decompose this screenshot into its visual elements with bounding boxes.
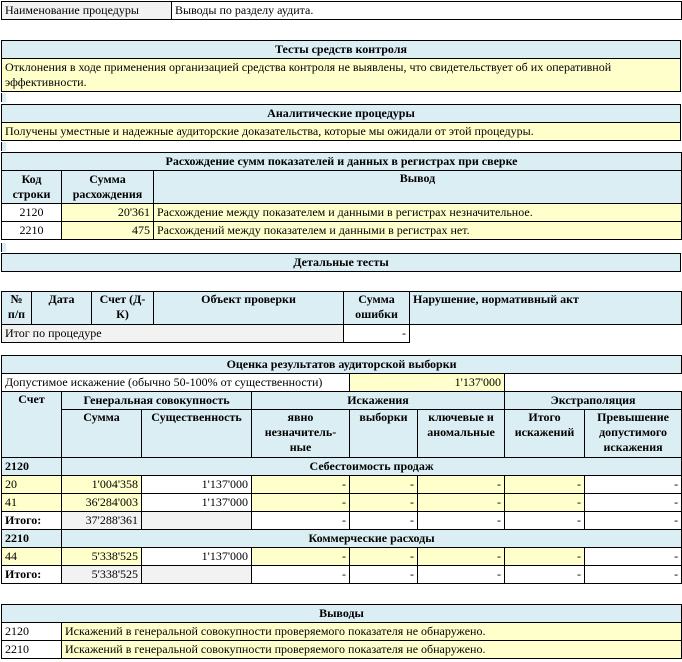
total-sample: - (350, 566, 418, 584)
total-excess: - (585, 512, 682, 530)
conclusion-text: Искажений в генеральной совокупности проверяемого показателя не обнаружено. (62, 623, 682, 641)
cell-trivial: - (252, 494, 350, 512)
controls-title: Тесты средств контроля (2, 41, 681, 59)
analytics-table (1, 104, 681, 141)
spacer (1, 93, 6, 102)
col-excess: Превышение допустимого искажения (585, 410, 682, 458)
spacer (1, 243, 6, 252)
cell-excess: - (585, 548, 682, 566)
cell-materiality: 1'137'000 (142, 548, 252, 566)
col-sample: выборки (350, 410, 418, 458)
total-sum: 5'338'525 (62, 566, 142, 584)
total-sample: - (350, 512, 418, 530)
group-population: Генеральная совокупность (62, 392, 252, 410)
col-key: ключевые и аномальные (418, 410, 505, 458)
controls-text: Отклонения в ходе применения организацией средства контроля не выявлены, что свидетельствует об их оперативной эффективности. (2, 59, 681, 92)
row-code: 2210 (2, 222, 62, 240)
col-trivial: явно незначитель-ные (252, 410, 350, 458)
col-conclusion: Вывод (154, 171, 682, 204)
table-row (2, 222, 682, 240)
total-total: - (505, 566, 585, 584)
table-row (2, 623, 682, 641)
cell-account: 41 (2, 494, 62, 512)
row-code: 2120 (2, 204, 62, 222)
col-error: Сумма ошибки (344, 292, 410, 325)
conclusions-table (1, 604, 682, 659)
conclusion-code: 2120 (2, 623, 62, 641)
row-sum: 20'361 (62, 204, 154, 222)
cell-sample: - (350, 476, 418, 494)
total-sum: 37'288'361 (62, 512, 142, 530)
total-trivial: - (252, 512, 350, 530)
col-violation: Нарушение, нормативный акт (410, 292, 682, 325)
analytics-title: Аналитические процедуры (2, 105, 681, 123)
detailed-total-value: - (344, 325, 410, 343)
col-total-mis: Итого искажений (505, 410, 585, 458)
col-materiality: Существенность (142, 410, 252, 458)
group-extrapolation: Экстраполяция (505, 392, 682, 410)
col-account: Счет (2, 392, 62, 458)
table-row (2, 204, 682, 222)
row-text: Расхождение между показателем и данными в регистрах незначительное. (154, 204, 682, 222)
detailed-title-table (1, 253, 681, 272)
spacer (1, 142, 6, 151)
section-code: 2210 (2, 530, 62, 548)
table-row (2, 548, 682, 566)
cell-key: - (418, 476, 505, 494)
cell-sum: 5'338'525 (62, 548, 142, 566)
col-code: Код строки (2, 171, 62, 204)
total-key: - (418, 512, 505, 530)
table-row (2, 641, 682, 659)
cell-trivial: - (252, 476, 350, 494)
tolerable-label: Допустимое искажение (обычно 50-100% от существенности) (2, 374, 350, 392)
col-sum: Сумма расхождения (62, 171, 154, 204)
cell-key: - (418, 494, 505, 512)
cell-account: 20 (2, 476, 62, 494)
cell-total: - (505, 494, 585, 512)
col-date: Дата (32, 292, 92, 325)
col-account: Счет (Д-К) (92, 292, 154, 325)
total-key: - (418, 566, 505, 584)
total-total: - (505, 512, 585, 530)
detailed-total-label: Итог по процедуре (2, 325, 344, 343)
row-text: Расхождений между показателем и данными в регистрах нет. (154, 222, 682, 240)
procedure-value: Выводы по разделу аудита. (172, 2, 682, 20)
cell-trivial: - (252, 548, 350, 566)
section-code: 2120 (2, 458, 62, 476)
table-row (2, 476, 682, 494)
cell-account: 44 (2, 548, 62, 566)
cell-materiality: 1'137'000 (142, 476, 252, 494)
detailed-table (1, 291, 682, 343)
procedure-table (1, 1, 682, 20)
controls-table (1, 40, 681, 92)
cell-excess: - (585, 494, 682, 512)
cell-key: - (418, 548, 505, 566)
analytics-text: Получены уместные и надежные аудиторские доказательства, которые мы ожидали от этой процедуры. (2, 123, 681, 141)
col-object: Объект проверки (154, 292, 344, 325)
cell-total: - (505, 476, 585, 494)
discrepancy-table (1, 152, 682, 240)
row-sum: 475 (62, 222, 154, 240)
section-name: Коммерческие расходы (62, 530, 682, 548)
section-name: Себестоимость продаж (62, 458, 682, 476)
tolerable-value: 1'137'000 (350, 374, 505, 392)
group-misstatements: Искажения (252, 392, 505, 410)
total-trivial: - (252, 566, 350, 584)
sample-title: Оценка результатов аудиторской выборки (2, 356, 682, 374)
conclusion-code: 2210 (2, 641, 62, 659)
conclusion-text: Искажений в генеральной совокупности проверяемого показателя не обнаружено. (62, 641, 682, 659)
cell-excess: - (585, 476, 682, 494)
cell-sample: - (350, 494, 418, 512)
conclusions-title: Выводы (2, 605, 682, 623)
total-label: Итого: (2, 566, 62, 584)
cell-sum: 36'284'003 (62, 494, 142, 512)
total-row (2, 512, 682, 530)
cell-sum: 1'004'358 (62, 476, 142, 494)
col-sum: Сумма (62, 410, 142, 458)
cell-materiality: 1'137'000 (142, 494, 252, 512)
cell-sample: - (350, 548, 418, 566)
cell-total: - (505, 548, 585, 566)
total-excess: - (585, 566, 682, 584)
total-row (2, 566, 682, 584)
col-num: № п/п (2, 292, 32, 325)
discrepancy-title: Расхождение сумм показателей и данных в регистрах при сверке (2, 153, 682, 171)
sample-table (1, 355, 682, 584)
total-label: Итого: (2, 512, 62, 530)
procedure-label: Наименование процедуры (2, 2, 172, 20)
table-row (2, 494, 682, 512)
detailed-title: Детальные тесты (2, 254, 681, 272)
